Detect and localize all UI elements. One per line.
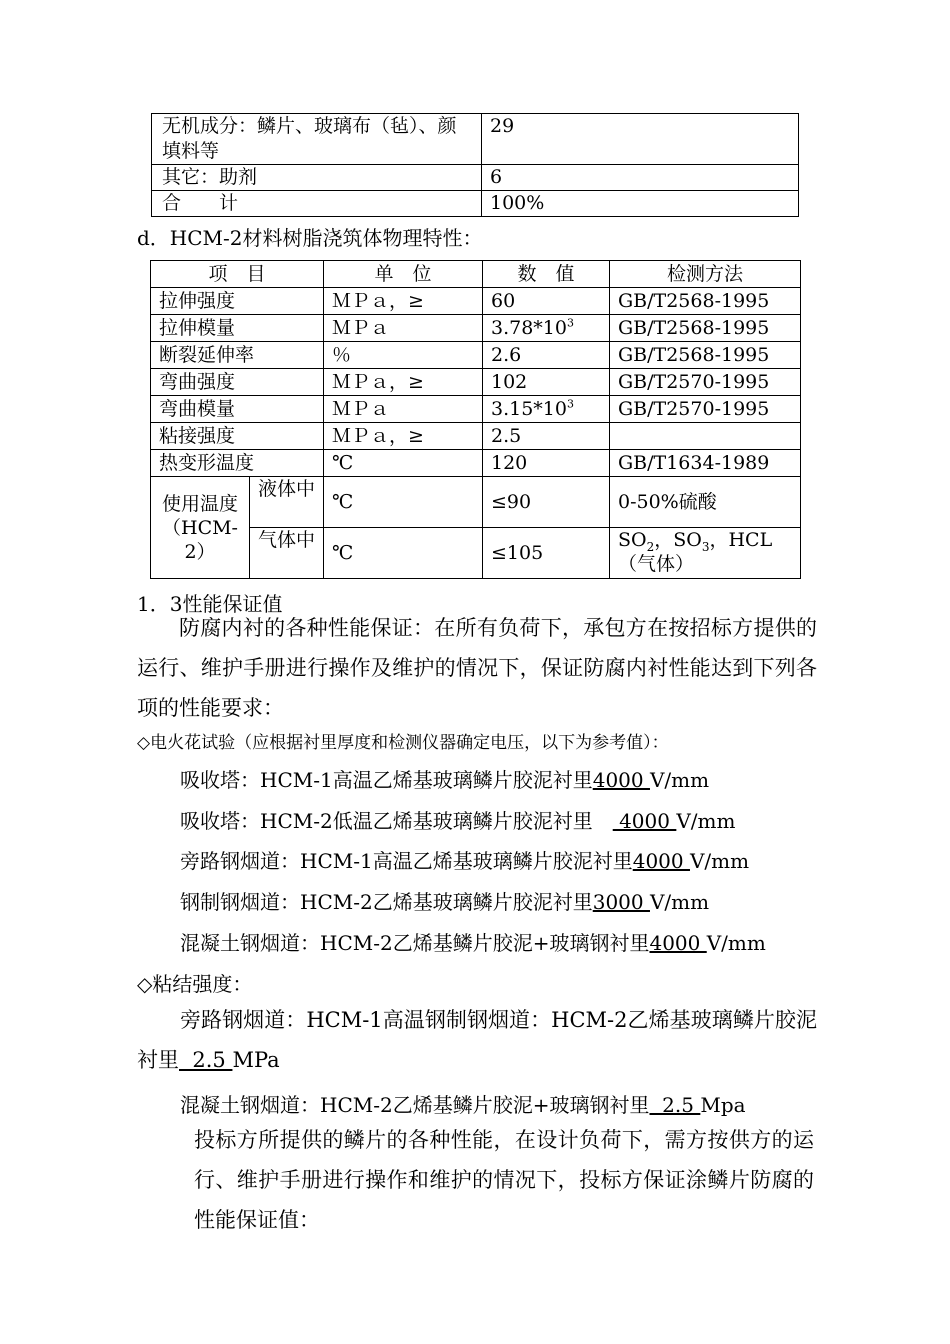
table-cell: 100% bbox=[490, 192, 545, 214]
formula-text: SO bbox=[618, 529, 647, 551]
bond-paragraph bbox=[137, 1000, 817, 1080]
spark-line-value: 4000 bbox=[612, 809, 677, 833]
final-paragraph: 投标方所提供的鳞片的各种性能，在设计负荷下，需方按供方的运行、维护手册进行操作和维护的情况下，投标方保证涂鳞片防腐的性能保证值： bbox=[194, 1128, 814, 1232]
table-row bbox=[152, 191, 799, 217]
spark-line-unit: V/mm bbox=[649, 768, 710, 792]
table-cell: GB/T2570-1995 bbox=[610, 396, 801, 423]
table-cell bbox=[610, 423, 801, 450]
spark-line-value: 4000 bbox=[592, 768, 650, 792]
formula-text: ，SO bbox=[654, 529, 702, 551]
table-row bbox=[151, 315, 801, 342]
table-cell: 合 计 bbox=[162, 192, 239, 214]
table-cell: 拉伸模量 bbox=[151, 315, 324, 342]
table-cell: GB/T2568-1995 bbox=[610, 342, 801, 369]
table-cell: 2.6 bbox=[483, 342, 610, 369]
bond-line-unit: Mpa bbox=[700, 1093, 746, 1117]
table-cell: ％ bbox=[324, 342, 483, 369]
formula-text: （气体） bbox=[618, 553, 695, 575]
table-cell: 液体中 bbox=[250, 477, 324, 528]
value-base: 3.78*10 bbox=[491, 317, 567, 339]
spark-line-value: 4000 bbox=[632, 849, 690, 873]
bond-paragraph-unit: MPa bbox=[232, 1048, 280, 1072]
table-cell: 断裂延伸率 bbox=[151, 342, 324, 369]
table-cell: GB/T2568-1995 bbox=[610, 288, 801, 315]
table-cell: 无机成分：鳞片、玻璃布（毡）、颜填料等 bbox=[162, 115, 457, 162]
spark-line-text: 吸收塔：HCM-2低温乙烯基玻璃鳞片胶泥衬里 bbox=[180, 809, 613, 833]
table-row bbox=[151, 396, 801, 423]
spark-test-heading: ◇电火花试验（应根据衬里厚度和检测仪器确定电压，以下为参考值）： bbox=[137, 733, 669, 753]
bond-line bbox=[180, 1089, 746, 1118]
table-cell: ℃ bbox=[324, 477, 483, 528]
table-row bbox=[151, 288, 801, 315]
spark-line-text: 混凝土钢烟道：HCM-2乙烯基鳞片胶泥+玻璃钢衬里 bbox=[180, 931, 650, 955]
table-cell: 102 bbox=[483, 369, 610, 396]
table-cell bbox=[483, 315, 610, 342]
section-heading: d．HCM-2材料树脂浇筑体物理特性： bbox=[137, 226, 483, 250]
spark-line-unit: V/mm bbox=[706, 931, 766, 955]
column-header: 检测方法 bbox=[610, 261, 801, 288]
table-row bbox=[151, 369, 801, 396]
spark-line bbox=[180, 805, 735, 834]
spark-line-unit: V/mm bbox=[689, 849, 750, 873]
table-cell: GB/T2570-1995 bbox=[610, 369, 801, 396]
spark-line-value: 4000 bbox=[649, 931, 707, 955]
spark-line-unit: V/mm bbox=[649, 890, 710, 914]
spark-line-text: 钢制钢烟道：HCM-2乙烯基玻璃鳞片胶泥衬里 bbox=[180, 890, 593, 914]
properties-table bbox=[150, 260, 801, 579]
table-row bbox=[152, 114, 799, 165]
table-cell: 热变形温度 bbox=[151, 450, 324, 477]
bond-paragraph-value: 2.5 bbox=[179, 1048, 233, 1072]
table-cell: 拉伸强度 bbox=[151, 288, 324, 315]
composition-table bbox=[151, 113, 799, 217]
table-cell: 气体中 bbox=[250, 528, 324, 579]
column-header: 项 目 bbox=[151, 261, 324, 288]
column-header: 数 值 bbox=[483, 261, 610, 288]
table-cell: 29 bbox=[490, 115, 515, 137]
spark-line-text: 吸收塔：HCM-1高温乙烯基玻璃鳞片胶泥衬里 bbox=[180, 768, 593, 792]
spark-line-unit: V/mm bbox=[676, 809, 736, 833]
bond-line-text: 混凝土钢烟道：HCM-2乙烯基鳞片胶泥+玻璃钢衬里 bbox=[180, 1093, 650, 1117]
table-cell: 弯曲强度 bbox=[151, 369, 324, 396]
table-cell: 60 bbox=[483, 288, 610, 315]
table-cell: ＭＰａ，≥ bbox=[324, 288, 483, 315]
spark-line bbox=[180, 764, 709, 793]
table-cell: 粘接强度 bbox=[151, 423, 324, 450]
table-row bbox=[152, 165, 799, 191]
table-header-row bbox=[151, 261, 801, 288]
section-heading: 1．3性能保证值 bbox=[137, 592, 283, 616]
value-base: 3.15*10 bbox=[491, 398, 567, 420]
table-cell: 0-50%硫酸 bbox=[610, 477, 801, 528]
formula-subscript: 2 bbox=[646, 539, 655, 554]
table-cell: GB/T1634-1989 bbox=[610, 450, 801, 477]
spark-line-text: 旁路钢烟道：HCM-1高温乙烯基玻璃鳞片胶泥衬里 bbox=[180, 849, 633, 873]
bond-paragraph-text: 旁路钢烟道：HCM-1高温钢制钢烟道：HCM-2乙烯基玻璃鳞片胶泥衬里 bbox=[137, 1008, 817, 1072]
table-cell: ℃ bbox=[324, 450, 483, 477]
table-cell: ≤90 bbox=[483, 477, 610, 528]
table-row bbox=[151, 423, 801, 450]
table-cell: 120 bbox=[483, 450, 610, 477]
value-exponent: 3 bbox=[566, 316, 574, 330]
table-row bbox=[151, 477, 801, 528]
bond-strength-heading: ◇粘结强度： bbox=[137, 972, 253, 996]
table-cell bbox=[483, 396, 610, 423]
table-cell: ＭＰａ bbox=[324, 396, 483, 423]
table-cell: GB/T2568-1995 bbox=[610, 315, 801, 342]
spark-line bbox=[180, 845, 749, 874]
spark-line bbox=[180, 927, 766, 956]
table-cell bbox=[610, 528, 801, 579]
table-cell: ＭＰａ bbox=[324, 315, 483, 342]
table-cell: 弯曲模量 bbox=[151, 396, 324, 423]
use-temp-cell: 使用温度（HCM-2） bbox=[151, 477, 250, 579]
value-exponent: 3 bbox=[566, 397, 574, 411]
table-row bbox=[151, 450, 801, 477]
spark-line-value: 3000 bbox=[592, 890, 650, 914]
column-header: 单 位 bbox=[324, 261, 483, 288]
table-cell: ＭＰａ，≥ bbox=[324, 369, 483, 396]
table-cell: ℃ bbox=[324, 528, 483, 579]
bond-line-value: 2.5 bbox=[649, 1093, 701, 1117]
table-cell: 6 bbox=[490, 166, 503, 188]
guarantee-paragraph: 防腐内衬的各种性能保证：在所有负荷下，承包方在按招标方提供的运行、维护手册进行操作及维护的情况下，保证防腐内衬性能达到下列各项的性能要求： bbox=[137, 616, 817, 720]
table-row bbox=[151, 342, 801, 369]
formula-subscript: 3 bbox=[701, 539, 710, 554]
formula-text: ，HCL bbox=[709, 529, 773, 551]
table-cell: ≤105 bbox=[483, 528, 610, 579]
table-cell: 2.5 bbox=[483, 423, 610, 450]
table-cell: 其它：助剂 bbox=[162, 166, 258, 188]
spark-line bbox=[180, 886, 709, 915]
table-cell: ＭＰａ，≥ bbox=[324, 423, 483, 450]
